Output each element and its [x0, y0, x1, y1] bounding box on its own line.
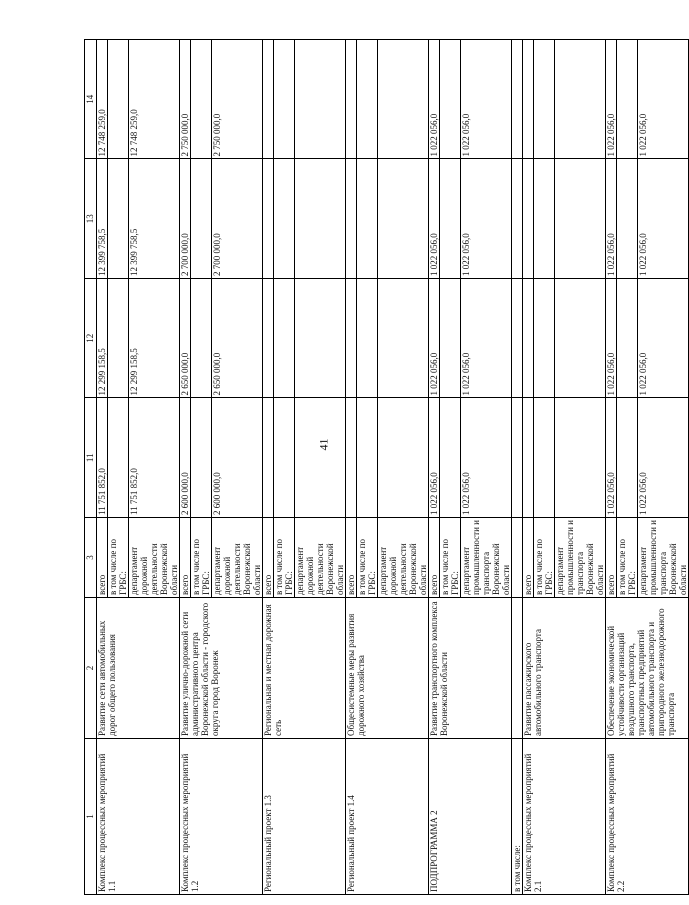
table-row — [180, 40, 191, 895]
table-cell-c14 — [512, 40, 523, 160]
table-cell-c2: Развитие сети автомобильных дорог общего пользования — [97, 598, 180, 739]
table-cell-c11: 1 022 056,0 — [429, 398, 440, 518]
table-cell-c13: 1 022 056,0 — [429, 159, 440, 279]
table-cell-c1: Региональный проект 1.3 — [263, 739, 346, 895]
table-cell-c3: всего — [606, 518, 617, 598]
table-cell-c14: 1 022 056,0 — [461, 40, 512, 160]
table-cell-c11 — [263, 398, 274, 518]
table-cell-c12 — [523, 279, 534, 399]
table-cell-c3: в том числе по ГРБС: — [440, 518, 461, 598]
table-cell-c12 — [440, 279, 461, 399]
table-cell-c2: Общесистемные меры развития дорожного хозяйства — [346, 598, 429, 739]
table-cell-c2: Региональная и местная дорожная сеть — [263, 598, 346, 739]
table-cell-c14 — [378, 40, 429, 160]
table-cell-c13 — [357, 159, 378, 279]
table-cell-c3: департамент дорожной деятельности Воронежской области — [129, 518, 180, 598]
table-cell-c11: 11 751 852,0 — [97, 398, 108, 518]
table-cell-c13 — [378, 159, 429, 279]
table-cell-c14: 12 748 259,0 — [129, 40, 180, 160]
table-cell-c11: 1 022 056,0 — [638, 398, 689, 518]
table-cell-c12: 12 299 158,5 — [97, 279, 108, 399]
table-cell-c13: 1 022 056,0 — [638, 159, 689, 279]
table-cell-c3: департамент дорожной деятельности Воронежской области — [212, 518, 263, 598]
table-cell-c11 — [357, 398, 378, 518]
table-cell-c11: 11 751 852,0 — [129, 398, 180, 518]
table-row — [346, 40, 357, 895]
table-cell-c12 — [274, 279, 295, 399]
table-cell-c14 — [617, 40, 638, 160]
table-cell-c14 — [440, 40, 461, 160]
table-cell-c3: департамент промышленности и транспорта Воронежской области — [638, 518, 689, 598]
table-cell-c14: 12 748 259,0 — [97, 40, 108, 160]
table-cell-c11: 2 600 000,0 — [180, 398, 191, 518]
table-cell-c12: 2 650 000,0 — [212, 279, 263, 399]
table-cell-c12 — [378, 279, 429, 399]
rotated-table-area — [84, 40, 688, 895]
table-cell-c12 — [617, 279, 638, 399]
table-cell-c14 — [263, 40, 274, 160]
table-cell-c11 — [378, 398, 429, 518]
table-cell-c3: в том числе по ГРБС: — [357, 518, 378, 598]
table-cell-c3: всего — [180, 518, 191, 598]
table-cell-c14 — [191, 40, 212, 160]
table-row — [263, 40, 274, 895]
table-cell-c3: всего — [429, 518, 440, 598]
table-cell-c13: 12 399 758,5 — [129, 159, 180, 279]
table-cell-c3: департамент промышленности и транспорта Воронежской области — [555, 518, 606, 598]
table-cell-c13 — [523, 159, 534, 279]
table-cell-c12 — [191, 279, 212, 399]
table-cell-c11 — [617, 398, 638, 518]
table-cell-c14 — [108, 40, 129, 160]
table-cell-c14 — [346, 40, 357, 160]
table-cell-c11 — [534, 398, 555, 518]
table-cell-c12: 2 650 000,0 — [180, 279, 191, 399]
table-cell-c11: 2 600 000,0 — [212, 398, 263, 518]
table-cell-c14: 2 750 000,0 — [212, 40, 263, 160]
table-cell-c3: департамент дорожной деятельности Воронежской области — [295, 518, 346, 598]
table-cell-c12 — [108, 279, 129, 399]
table-cell-c13 — [108, 159, 129, 279]
table-cell-c1: Комплекс процессных мероприятий 1.1 — [97, 739, 180, 895]
table-cell-c11: 1 022 056,0 — [461, 398, 512, 518]
table-cell-c12 — [534, 279, 555, 399]
table-cell-c13: 2 700 000,0 — [212, 159, 263, 279]
table-cell-c3: в том числе по ГРБС: — [534, 518, 555, 598]
table-cell-c1: Региональный проект 1.4 — [346, 739, 429, 895]
table-cell-c11 — [555, 398, 606, 518]
table-cell-c13 — [440, 159, 461, 279]
table-cell-c3: всего — [523, 518, 534, 598]
table-cell-c2: Развитие транспортного комплекса Воронежской области — [429, 598, 512, 739]
table-cell-c13 — [295, 159, 346, 279]
table-row — [97, 40, 108, 895]
table-cell-c12 — [555, 279, 606, 399]
table-cell-c12 — [357, 279, 378, 399]
table-cell-c12 — [346, 279, 357, 399]
table-cell-c3: всего — [263, 518, 274, 598]
table-cell-c3: в том числе по ГРБС: — [274, 518, 295, 598]
table-cell-c1: Комплекс процессных мероприятий 2.2 — [606, 739, 689, 895]
table-cell-c11 — [512, 398, 523, 518]
table-cell-c14 — [295, 40, 346, 160]
table-cell-c12: 1 022 056,0 — [606, 279, 617, 399]
header-cell: 2 — [85, 598, 97, 739]
table-cell-c13 — [512, 159, 523, 279]
table-cell-c14: 1 022 056,0 — [429, 40, 440, 160]
table-cell-c3 — [512, 518, 523, 598]
table-cell-c2: Развитие пассажирского автомобильного транспорта — [523, 598, 606, 739]
budget-table — [84, 39, 689, 895]
table-cell-c3: в том числе по ГРБС: — [617, 518, 638, 598]
table-cell-c11 — [523, 398, 534, 518]
table-cell-c14 — [274, 40, 295, 160]
header-cell: 3 — [85, 518, 97, 598]
table-cell-c11 — [191, 398, 212, 518]
table-cell-c11 — [346, 398, 357, 518]
table-body — [97, 40, 689, 895]
table-cell-c12: 12 299 158,5 — [129, 279, 180, 399]
table-cell-c1: Комплекс процессных мероприятий 1.2 — [180, 739, 263, 895]
table-cell-c14 — [523, 40, 534, 160]
table-cell-c11: 1 022 056,0 — [606, 398, 617, 518]
page-number: 41 — [316, 438, 331, 451]
header-cell: 1 — [85, 739, 97, 895]
table-cell-c3: всего — [97, 518, 108, 598]
table-cell-c13: 1 022 056,0 — [461, 159, 512, 279]
header-cell: 11 — [85, 398, 97, 518]
table-cell-c2: Обеспечение экономической устойчивости организаций воздушного транспорта, транспортных предприятий автомобильного транспорта и пригородного железнодорожного транспорта — [606, 598, 689, 739]
table-cell-c1: в том числе: — [512, 739, 523, 895]
table-cell-c3: в том числе по ГРБС: — [108, 518, 129, 598]
table-cell-c13 — [263, 159, 274, 279]
table-cell-c11 — [274, 398, 295, 518]
table-cell-c2: Развитие улично-дорожной сети административного центра Воронежской области - городского округа город Воронеж — [180, 598, 263, 739]
table-cell-c13: 2 700 000,0 — [180, 159, 191, 279]
table-cell-c2 — [512, 598, 523, 739]
table-cell-c11 — [108, 398, 129, 518]
table-row — [606, 40, 617, 895]
table-cell-c14: 1 022 056,0 — [606, 40, 617, 160]
table-cell-c13: 1 022 056,0 — [606, 159, 617, 279]
table-cell-c1: Комплекс процессных мероприятий 2.1 — [523, 739, 606, 895]
table-cell-c12 — [295, 279, 346, 399]
table-cell-c13 — [617, 159, 638, 279]
table-cell-c13 — [274, 159, 295, 279]
table-cell-c3: в том числе по ГРБС: — [191, 518, 212, 598]
header-cell: 14 — [85, 40, 97, 160]
landscape-page — [84, 40, 688, 895]
table-cell-c13 — [346, 159, 357, 279]
table-cell-c13: 12 399 758,5 — [97, 159, 108, 279]
table-cell-c12 — [263, 279, 274, 399]
header-cell: 13 — [85, 159, 97, 279]
table-cell-c12 — [512, 279, 523, 399]
table-cell-c11 — [440, 398, 461, 518]
table-row — [523, 40, 534, 895]
table-cell-c3: департамент промышленности и транспорта Воронежской области — [461, 518, 512, 598]
header-row — [85, 40, 97, 895]
table-cell-c3: всего — [346, 518, 357, 598]
table-cell-c14 — [534, 40, 555, 160]
table-cell-c13 — [555, 159, 606, 279]
table-cell-c12: 1 022 056,0 — [638, 279, 689, 399]
table-cell-c14: 2 750 000,0 — [180, 40, 191, 160]
table-cell-c12: 1 022 056,0 — [461, 279, 512, 399]
table-row — [429, 40, 440, 895]
header-cell: 12 — [85, 279, 97, 399]
table-cell-c12: 1 022 056,0 — [429, 279, 440, 399]
table-cell-c11 — [295, 398, 346, 518]
table-cell-c13 — [534, 159, 555, 279]
table-cell-c3: департамент дорожной деятельности Воронежской области — [378, 518, 429, 598]
table-cell-c14 — [555, 40, 606, 160]
table-cell-c14 — [357, 40, 378, 160]
table-cell-c13 — [191, 159, 212, 279]
table-cell-c1: ПОДПРОГРАММА 2 — [429, 739, 512, 895]
table-cell-c14: 1 022 056,0 — [638, 40, 689, 160]
table-row — [512, 40, 523, 895]
